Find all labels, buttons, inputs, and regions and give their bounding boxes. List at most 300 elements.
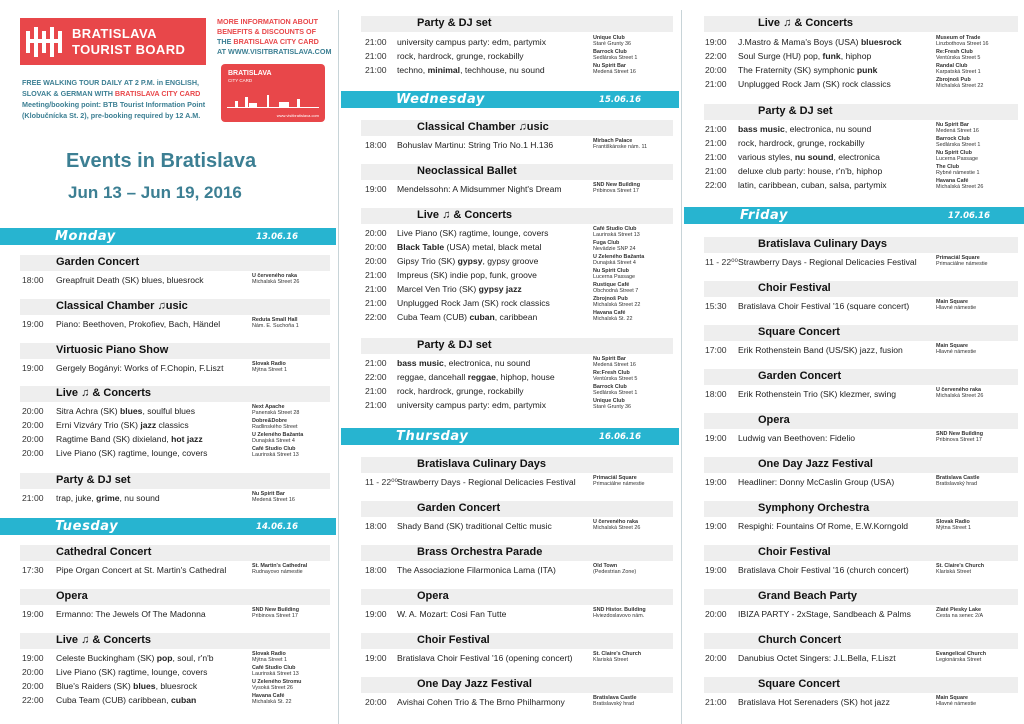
venue-address: Rybné námestie 1 [936,170,980,177]
venue-address: Karpatská Street 1 [936,69,981,76]
event-venue [936,695,976,707]
venue-name: SND New Building [936,431,984,437]
event-description: Piano: Beethoven, Prokofiev, Bach, Händel [56,319,221,329]
column-divider [338,10,339,724]
venue-name: Nu Spirit Bar [593,63,626,69]
venue-name: Evangelical Church [936,651,987,657]
event-description: Strawberry Days - Regional Delicacies Festival [738,257,917,267]
event-row[interactable] [341,254,679,268]
event-time: 18:00 [365,565,387,575]
category-title: Live ♫ & Concerts [417,209,513,221]
event-row[interactable] [341,398,679,412]
event-time: 20:00 [705,65,727,75]
venue-address: Medená Street 16 [252,497,295,504]
category-title: Brass Orchestra Parade [417,546,543,558]
event-row[interactable] [341,651,679,665]
venue-name: St. Martin's Cathedral [252,563,308,569]
venue-address: Panenská Street 28 [252,410,300,417]
event-venue [252,432,303,444]
venue-address: Sedlárska Street 1 [593,55,638,62]
event-row[interactable] [341,519,679,533]
category-title: Live ♫ & Concerts [56,634,152,646]
event-row[interactable] [341,475,679,489]
event-row[interactable] [341,226,679,240]
event-time: 19:00 [22,609,44,619]
event-time: 20:00 [365,256,387,266]
column-3 [684,0,1024,724]
venue-name: Slovak Radio [252,361,286,367]
event-row[interactable] [684,255,1024,269]
event-row[interactable] [341,695,679,709]
event-row[interactable] [0,317,336,331]
venue-address: Primaciálne námestie [936,261,988,268]
venue-address: Bratislavský hrad [593,701,635,708]
event-row[interactable] [0,432,336,446]
event-row[interactable] [0,693,336,707]
event-description: bass music, electronica, nu sound [397,358,531,368]
category-header [704,457,1018,473]
event-description: Ludwig van Beethoven: Fidelio [738,433,856,443]
day-name: Wednesday [396,92,485,107]
page-title: Events in Bratislava [66,150,257,172]
venue-name: U červeného raka [252,273,297,279]
venue-name: Next Apache [252,404,285,410]
category-title: Symphony Orchestra [758,502,870,514]
venue-address: Nám. E. Suchoňa 1 [252,323,299,330]
event-description: Marcel Ven Trio (SK) gypsy jazz [397,284,522,294]
event-row[interactable] [684,563,1024,577]
venue-address: Mýtna Street 1 [936,525,972,532]
category-title: Grand Beach Party [758,590,858,602]
category-title: One Day Jazz Festival [417,678,532,690]
event-venue [593,35,631,47]
website-link[interactable]: AT WWW.VISITBRATISLAVA.COM [217,47,332,56]
event-row[interactable] [684,651,1024,665]
event-time: 20:00 [22,434,44,444]
venue-address: Michalská Street 26 [936,393,984,400]
venue-address: Primaciálne námestie [593,481,645,488]
event-venue [936,77,983,89]
event-row[interactable] [684,695,1024,709]
event-venue [252,651,287,663]
event-description: Blue's Raiders (SK) blues, bluesrock [56,681,198,691]
category-header [361,545,673,561]
category-header [704,237,1018,253]
event-description: Gergely Bogányi: Works of F.Chopin, F.Liszt [56,363,224,373]
event-time: 15:30 [705,301,727,311]
venue-address: Michalská St. 22 [252,699,292,706]
event-row[interactable] [0,418,336,432]
event-venue [593,240,635,252]
event-venue [252,491,295,503]
event-row[interactable] [0,361,336,375]
event-description: Black Table (USA) metal, black metal [397,242,542,252]
event-description: Ermanno: The Jewels Of The Madonna [56,609,206,619]
venue-address: Ventúrska Street 5 [593,376,638,383]
event-description: The Associazione Filarmonica Lama (ITA) [397,565,556,575]
event-venue [252,273,299,285]
venue-name: Reduta Small Hall [252,317,298,323]
category-header [704,413,1018,429]
event-row[interactable] [684,178,1024,192]
event-venue [936,431,983,443]
event-time: 20:00 [22,448,44,458]
venue-name: Unique Club [593,35,625,41]
event-venue [593,226,640,238]
venue-name: St. Claire's Church [593,651,642,657]
event-description: Soul Surge (HU) pop, funk, hiphop [738,51,872,61]
day-date: 17.06.16 [948,210,990,221]
event-time: 22:00 [365,372,387,382]
event-description: university campus party: edm, partymix [397,400,547,410]
venue-address: Cesta na senec 2/A [936,613,984,620]
walking-tour-info: FREE WALKING TOUR DAILY AT 2 P.M. in ENGLISH, SLOVAK & GERMAN WITH BRATISLAVA CITY CARD Meeting/booking point: BTB Tourist Information Point (Klobučnícka St. 2), pre-booking required by 12 A.M. [22,78,206,120]
venue-address: Michalská Street 26 [936,184,984,191]
event-row[interactable] [0,446,336,460]
category-header [704,325,1018,341]
venue-name: Havana Café [593,310,626,316]
event-description: university campus party: edm, partymix [397,37,547,47]
event-time: 11 - 22⁰⁰ [705,257,739,267]
category-header [704,16,1018,32]
event-venue [936,475,979,487]
event-row[interactable] [341,282,679,296]
venue-name: Bratislava Castle [593,695,637,701]
venue-address: Rudnayovo námestie [252,569,303,576]
category-title: Bratislava Culinary Days [417,458,547,470]
venue-name: Slovak Radio [936,519,970,525]
event-row[interactable] [0,404,336,418]
event-time: 20:00 [22,420,44,430]
event-venue [593,519,640,531]
event-venue [252,361,287,373]
event-time: 21:00 [22,493,44,503]
event-row[interactable] [684,136,1024,150]
event-row[interactable] [0,679,336,693]
event-description: Live Piano (SK) ragtime, lounge, covers [56,448,208,458]
event-time: 20:00 [365,228,387,238]
event-time: 19:00 [365,184,387,194]
event-row[interactable] [684,607,1024,621]
category-title: Opera [56,590,88,602]
event-row[interactable] [684,387,1024,401]
category-title: Choir Festival [758,546,831,558]
event-time: 21:00 [365,270,387,280]
event-row[interactable] [0,607,336,621]
event-venue [593,563,636,575]
venue-address: Hlavné námestie [936,349,977,356]
venue-address: Františkánske nám. 11 [593,144,648,151]
event-venue [593,398,631,410]
category-title: Party & DJ set [758,105,833,117]
category-title: Neoclassical Ballet [417,165,517,177]
day-date: 15.06.16 [599,94,641,105]
skyline-icon [227,94,319,108]
venue-name: Slovak Radio [252,651,286,657]
event-venue [593,370,637,382]
event-row[interactable] [684,164,1024,178]
event-description: rock, hardrock, grunge, rockabilly [738,138,865,148]
event-row[interactable] [341,35,679,49]
event-row[interactable] [341,310,679,324]
event-row[interactable] [684,519,1024,533]
event-venue [936,35,988,47]
venue-name: U Zeleného Bažanta [593,254,645,260]
event-description: Unplugged Rock Jam (SK) rock classics [738,79,891,89]
category-header [20,386,330,402]
event-row[interactable] [684,63,1024,77]
event-description: Bratislava Hot Serenaders (SK) hot jazz [738,697,890,707]
day-header-tuesday [0,518,336,535]
event-venue [252,563,307,575]
event-description: Impreus (SK) indie pop, funk, groove [397,270,537,280]
event-row[interactable] [341,240,679,254]
venue-address: Michalská Street 22 [936,83,984,90]
city-card-title: BRATISLAVA [228,70,272,77]
event-row[interactable] [0,651,336,665]
event-row[interactable] [684,431,1024,445]
category-title: Virtuosic Piano Show [56,344,169,356]
category-title: Square Concert [758,678,840,690]
event-description: Erik Rothenstein Trio (SK) klezmer, swing [738,389,897,399]
event-description: reggae, dancehall reggae, hiphop, house [397,372,555,382]
venue-name: Zlaté Piesky Lake [936,607,981,613]
event-description: The Fraternity (SK) symphonic punk [738,65,878,75]
event-time: 19:00 [22,363,44,373]
event-row[interactable] [341,268,679,282]
venue-name: Barrock Club [593,384,627,390]
venue-name: Barrock Club [936,136,970,142]
day-header-monday [0,228,336,245]
category-title: Bratislava Culinary Days [758,238,888,250]
event-time: 18:00 [705,389,727,399]
event-row[interactable] [341,563,679,577]
venue-address: Klariská Street [593,657,629,664]
city-card-image [221,64,325,122]
event-venue [252,693,292,705]
day-date: 16.06.16 [599,431,641,442]
event-venue [936,150,978,162]
event-time: 17:00 [705,345,727,355]
event-description: IBIZA PARTY - 2xStage, Sandbeach & Palms [738,609,911,619]
event-description: rock, hardrock, grunge, rockabilly [397,51,524,61]
event-row[interactable] [684,343,1024,357]
category-header [704,545,1018,561]
event-venue [936,299,976,311]
event-time: 17:30 [22,565,44,575]
venue-address: Michalská Street 22 [593,302,641,309]
category-header [361,457,673,473]
day-name: Monday [55,229,116,244]
venue-name: The Club [936,164,960,170]
category-header [704,633,1018,649]
event-venue [593,282,638,294]
event-venue [593,296,640,308]
category-header [20,633,330,649]
event-description: deluxe club party: house, r'n'b, hiphop [738,166,883,176]
event-description: Cuba Team (CUB) caribbean, cuban [56,695,197,705]
event-row[interactable] [341,182,679,196]
event-description: Celeste Buckingham (SK) pop, soul, r'n'b [56,653,214,663]
event-description: Erik Rothenstein Band (US/SK) jazz, fusion [738,345,903,355]
event-row[interactable] [0,563,336,577]
event-description: Danubius Octet Singers: J.L.Bella, F.Liszt [738,653,896,663]
category-title: Live ♫ & Concerts [758,17,854,29]
event-description: Shady Band (SK) traditional Celtic music [397,521,552,531]
event-time: 21:00 [705,152,727,162]
venue-address: Mýtna Street 1 [252,367,288,374]
event-venue [252,446,299,458]
category-header [361,164,673,180]
event-venue [593,254,644,266]
event-time: 21:00 [365,284,387,294]
venue-address: Pribinova Street 17 [252,613,298,620]
event-venue [936,563,984,575]
event-time: 21:00 [705,124,727,134]
event-row[interactable] [341,296,679,310]
venue-name: Main Square [936,695,969,701]
event-venue [936,136,980,148]
event-description: Cuba Team (CUB) cuban, caribbean [397,312,538,322]
event-row[interactable] [341,384,679,398]
event-row[interactable] [341,138,679,152]
event-time: 22:00 [705,180,727,190]
day-date: 13.06.16 [256,231,298,242]
category-title: Opera [417,590,449,602]
event-description: Erni Vizváry Trio (SK) jazz classics [56,420,189,430]
category-title: Party & DJ set [56,474,131,486]
category-header [704,281,1018,297]
event-time: 22:00 [22,695,44,705]
logo-line-2: TOURIST BOARD [72,41,186,57]
event-venue [936,607,983,619]
venue-address: Dunajská Street 4 [252,438,295,445]
venue-address: Lucerna Passage [936,156,978,163]
event-time: 20:00 [365,697,387,707]
event-venue [593,268,635,280]
venue-name: U Zeleného Stromu [252,679,302,685]
category-title: Garden Concert [417,502,501,514]
event-time: 20:00 [705,653,727,663]
venue-address: Radlinského Street [252,424,298,431]
venue-address: Michalská St. 22 [593,316,633,323]
event-time: 18:00 [365,521,387,531]
day-header-wednesday [341,91,679,108]
event-row[interactable] [684,49,1024,63]
venue-name: Café Studio Club [593,226,637,232]
venue-name: Nu Spirit Bar [593,356,626,362]
event-row[interactable] [341,370,679,384]
event-time: 21:00 [365,400,387,410]
event-venue [936,651,986,663]
event-time: 21:00 [365,65,387,75]
venue-address: Staré Grunty 36 [593,404,632,411]
event-venue [593,475,645,487]
venue-name: Café Studio Club [252,665,296,671]
event-time: 21:00 [365,51,387,61]
event-venue [936,255,988,267]
event-description: Bratislava Choir Festival '16 (square concert) [738,301,910,311]
event-row[interactable] [684,475,1024,489]
event-venue [593,49,637,61]
event-description: Avishai Cohen Trio & The Brno Philharmony [397,697,565,707]
event-row[interactable] [0,665,336,679]
event-venue [252,418,298,430]
event-time: 21:00 [705,166,727,176]
category-header [20,343,330,359]
event-time: 22:00 [365,312,387,322]
category-title: Party & DJ set [417,17,492,29]
venue-name: U Zeleného Bažanta [252,432,304,438]
venue-name: Barrock Club [593,49,627,55]
event-row[interactable] [684,122,1024,136]
event-row[interactable] [341,63,679,77]
venue-address: Laurinská Street 13 [252,671,299,678]
event-row[interactable] [0,273,336,287]
event-row[interactable] [0,491,336,505]
event-description: Headliner: Donny McCaslin Group (USA) [738,477,895,487]
event-row[interactable] [341,607,679,621]
category-title: Opera [758,414,790,426]
venue-address: Klariská Street [936,569,972,576]
event-row[interactable] [684,77,1024,91]
event-time: 19:00 [22,653,44,663]
event-venue [936,164,979,176]
event-description: Respighi: Fountains Of Rome, E.W.Korngold [738,521,909,531]
event-venue [593,384,637,396]
venue-address: Laurinská Street 13 [252,452,299,459]
event-description: various styles, nu sound, electronica [738,152,880,162]
event-row[interactable] [341,356,679,370]
category-header [20,545,330,561]
event-row[interactable] [684,35,1024,49]
event-venue [936,387,983,399]
event-description: Greapfruit Death (SK) blues, bluesrock [56,275,204,285]
category-header [704,501,1018,517]
event-venue [252,679,301,691]
category-title: Garden Concert [56,256,140,268]
event-venue [593,607,646,619]
event-description: Live Piano (SK) ragtime, lounge, covers [56,667,208,677]
venue-address: Staré Grunty 36 [593,41,632,48]
venue-address: Lucerna Passage [593,274,635,281]
event-description: Mendelssohn: A Midsummer Night's Dream [397,184,562,194]
event-time: 19:00 [705,477,727,487]
btb-logo[interactable] [20,18,206,65]
venue-address: Michalská Street 26 [252,279,300,286]
event-time: 19:00 [705,521,727,531]
venue-address: Pribinova Street 17 [593,188,639,195]
event-venue [936,122,979,134]
day-header-friday [684,207,1024,224]
venue-name: Nu Spirit Club [593,268,629,274]
event-time: 19:00 [22,319,44,329]
venue-name: Zbrojnoš Pub [593,296,628,302]
event-row[interactable] [684,150,1024,164]
event-row[interactable] [341,49,679,63]
venue-name: Zbrojnoš Pub [936,77,971,83]
event-description: latin, caribbean, cuban, salsa, partymix [738,180,887,190]
category-title: Live ♫ & Concerts [56,387,152,399]
category-header [361,208,673,224]
logo-line-1: BRATISLAVA [72,25,157,41]
event-venue [593,182,640,194]
category-header [361,338,673,354]
category-title: Classical Chamber ♫usic [56,300,188,312]
event-time: 21:00 [365,298,387,308]
event-description: Live Piano (SK) ragtime, lounge, covers [397,228,549,238]
event-row[interactable] [684,299,1024,313]
